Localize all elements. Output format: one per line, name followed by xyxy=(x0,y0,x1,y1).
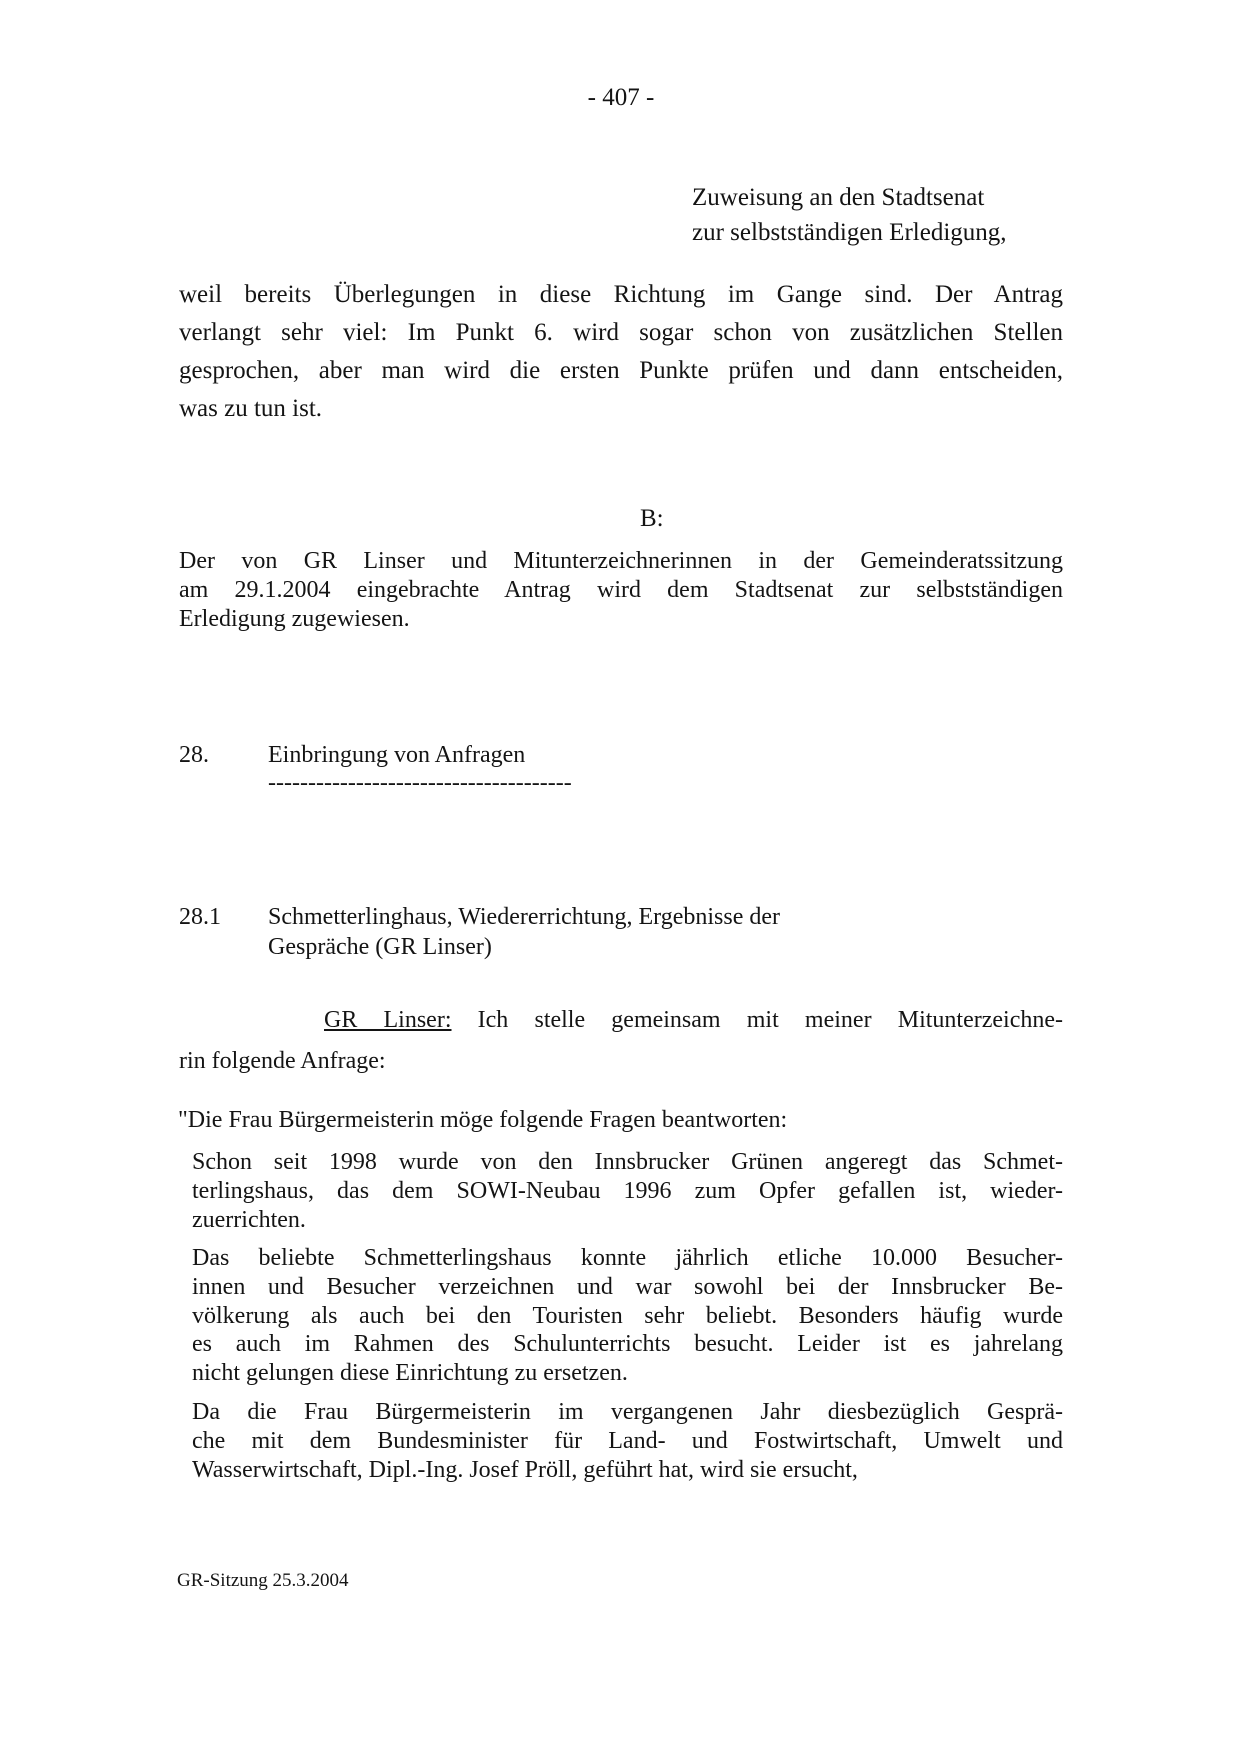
inquiry-paragraph-a xyxy=(192,1148,1063,1234)
paragraph-line: weil bereits Überlegungen in diese Richtung im Gange sind. Der Antrag xyxy=(179,281,1063,308)
speaker-paragraph xyxy=(179,1000,1063,1082)
paragraph-line: terlingshaus, das dem SOWI-Neubau 1996 zum Opfer gefallen ist, wieder- xyxy=(192,1177,1063,1204)
paragraph-line: am 29.1.2004 eingebrachte Antrag wird dem Stadtsenat zur selbstständigen xyxy=(179,577,1063,603)
paragraph-line: Das beliebte Schmetterlingshaus konnte jährlich etliche 10.000 Besucher- xyxy=(192,1245,1063,1271)
reason-paragraph xyxy=(179,276,1063,428)
inquiry-paragraph-b xyxy=(192,1244,1063,1388)
speaker-line xyxy=(179,1000,1063,1041)
paragraph-line: Erledigung zugewiesen. xyxy=(179,606,410,632)
quote-intro-line: "Die Frau Bürgermeisterin möge folgende Fragen beantworten: xyxy=(178,1107,788,1133)
section-title-underline: -------------------------------------- xyxy=(268,770,572,796)
paragraph-line: Schon seit 1998 wurde von den Innsbrucker Grünen angeregt das Schmet- xyxy=(192,1149,1063,1175)
paragraph-line: völkerung als auch bei den Touristen sehr beliebt. Besonders häufig wurde xyxy=(192,1302,1063,1329)
assignment-line: zur selbstständigen Erledigung, xyxy=(692,219,1007,246)
section-title: Einbringung von Anfragen xyxy=(268,742,526,768)
section-number: 28.1 xyxy=(179,904,221,930)
paragraph-line: was zu tun ist. xyxy=(179,395,323,422)
paragraph-line: gesprochen, aber man wird die ersten Punkte prüfen und dann entscheiden, xyxy=(179,357,1063,384)
section-title-line: Gespräche (GR Linser) xyxy=(268,934,492,960)
section-title-line: Schmetterlinghaus, Wiedererrichtung, Ergebnisse der xyxy=(268,904,780,930)
decision-label: B: xyxy=(640,505,664,532)
inquiry-paragraph-c xyxy=(192,1398,1063,1484)
speaker-line: rin folgende Anfrage: xyxy=(179,1048,386,1074)
paragraph-line: zuerrichten. xyxy=(192,1206,306,1233)
speaker-line-rest: Ich stelle gemeinsam mit meiner Mitunterzeichne- xyxy=(451,1007,1063,1033)
section-title xyxy=(268,902,1063,962)
page-number: - 407 - xyxy=(587,84,655,111)
assignment-line: Zuweisung an den Stadtsenat xyxy=(692,184,985,211)
paragraph-line: Wasserwirtschaft, Dipl.-Ing. Josef Pröll, geführt hat, wird sie ersucht, xyxy=(192,1456,858,1483)
paragraph-line: Da die Frau Bürgermeisterin im vergangenen Jahr diesbezüglich Gesprä- xyxy=(192,1399,1063,1425)
paragraph-line: es auch im Rahmen des Schulunterrichts besucht. Leider ist es jahrelang xyxy=(192,1331,1063,1358)
assignment-note xyxy=(692,180,1007,250)
paragraph-line: verlangt sehr viel: Im Punkt 6. wird sogar schon von zusätzlichen Stellen xyxy=(179,319,1063,346)
section-number: 28. xyxy=(179,742,209,768)
page-footer: GR-Sitzung 25.3.2004 xyxy=(177,1570,349,1591)
section-28-heading xyxy=(179,740,1063,770)
decision-paragraph xyxy=(179,547,1063,634)
speaker-name: GR Linser: xyxy=(324,1007,452,1033)
paragraph-line: Der von GR Linser und Mitunterzeichnerinnen in der Gemeinderatssitzung xyxy=(179,548,1063,574)
paragraph-line: che mit dem Bundesminister für Land- und Fostwirtschaft, Umwelt und xyxy=(192,1427,1063,1454)
paragraph-line: nicht gelungen diese Einrichtung zu ersetzen. xyxy=(192,1360,628,1387)
paragraph-line: innen und Besucher verzeichnen und war sowohl bei der Innsbrucker Be- xyxy=(192,1273,1063,1300)
section-28-1-heading xyxy=(179,902,1063,962)
